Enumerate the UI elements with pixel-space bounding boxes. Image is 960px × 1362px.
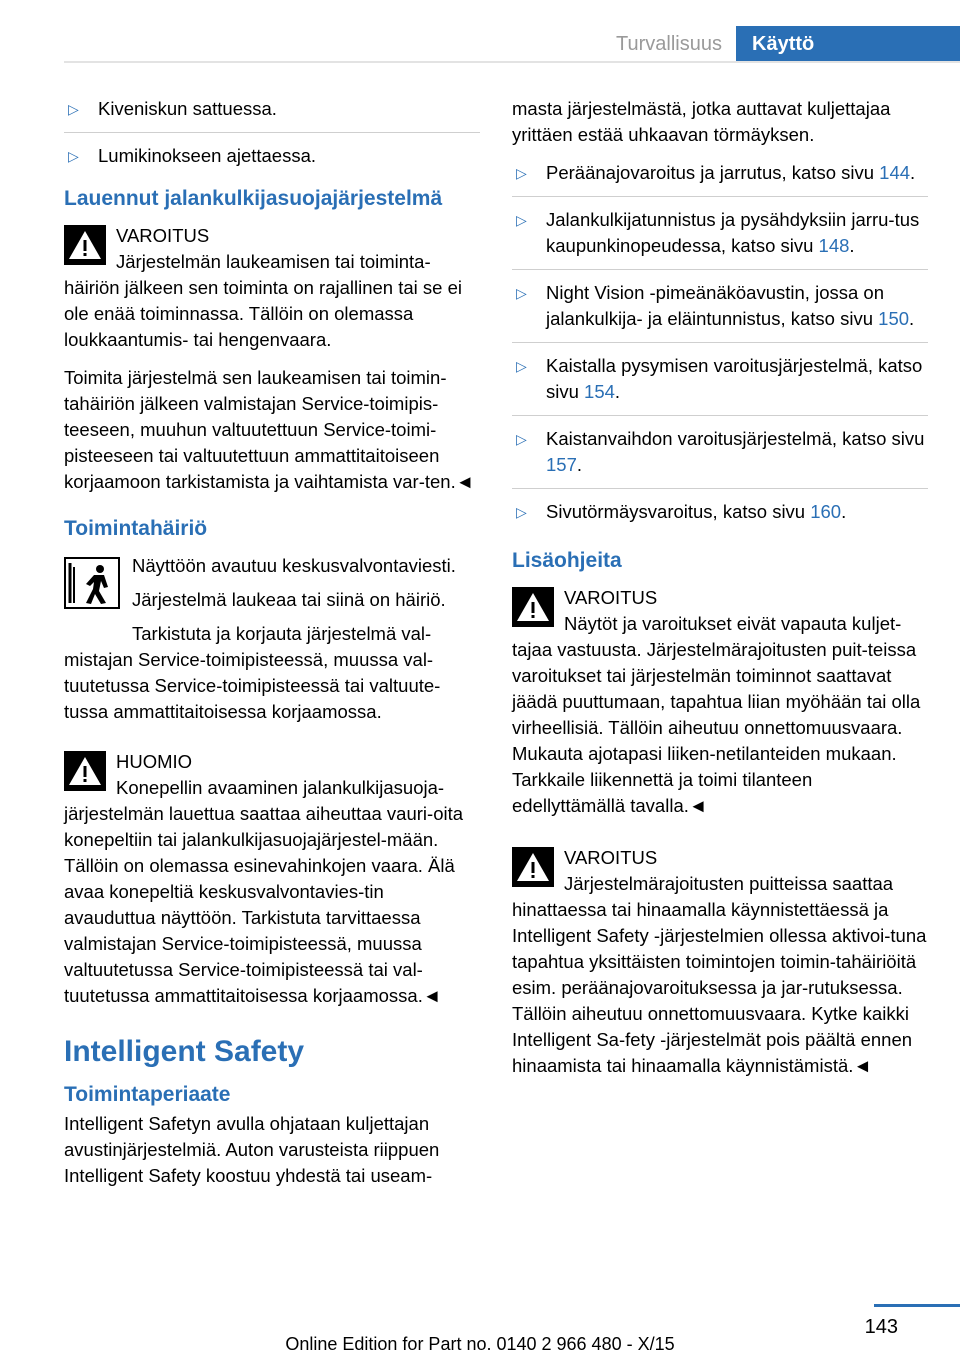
divider [512,488,928,489]
right-column [512,96,928,1091]
warning-text: Järjestelmärajoitusten puitteissa saattaa hinattaessa tai hinaamalla käynnistettäessä ja Intelligent Safety -järjestelmien ollessa aktivoi-tuna tapahtua yksittäisten toimintojen toimin-tahäiriöitä esim. peräänajovaroituksessa ja jar-rutuksessa. Tällöin aiheutuu onnettomuusvaara. Kytke kaikki Intelligent Sa-fety -järjestelmät pois päältä ennen hinaamista tai hinaamalla käynnistämistä.◄ [512,873,927,1076]
fault-line: Järjestelmä laukeaa tai siinä on häiriö. [132,589,446,610]
divider [64,132,480,133]
section-heading: Toimintaperiaate [64,1083,231,1106]
warning-triangle-icon [64,225,106,265]
chapter-heading: Intelligent Safety [64,1035,305,1068]
notice-block [64,749,480,775]
left-column [64,96,480,1201]
list-item: ▷ Sivutörmäysvaroitus, katso sivu 160. [512,499,928,525]
list-item: ▷ Jalankulkijatunnistus ja pysähdyksiin jarru-tus kaupunkinopeudessa, katso sivu 148. [516,209,920,256]
warning-block [64,223,480,249]
warning-title: VAROITUS [564,847,658,868]
warning-title: VAROITUS [116,225,210,246]
divider [512,269,928,270]
paragraph: masta järjestelmästä, jotka auttavat kuljettajaa yrittäen estää uhkaavan törmäyksen. [512,98,891,145]
page-link[interactable]: 154 [584,381,615,402]
divider [512,342,928,343]
list-item: ▷ Kaistanvaihdon varoitusjärjestelmä, katso sivu 157. [516,428,925,475]
warning-triangle-icon [512,847,554,887]
paragraph: Toimita järjestelmä sen laukeamisen tai toimin-tahäiriön jälkeen valmistajan Service-toimipis-teeseen, muuhun valtuutettuun Service-toimi-pisteeseen tai valtuutettuun ammattitaitoiseen korjaamoon tarkistamista ja vaihtamista var-ten.◄ [64,367,475,492]
bullet-triangle-icon: ▷ [68,101,79,117]
warning-triangle-icon [512,587,554,627]
bullet-triangle-icon: ▷ [516,358,527,374]
edition-footer: Online Edition for Part no. 0140 2 966 480 - X/15 [285,1334,675,1354]
page-link[interactable]: 148 [818,235,850,256]
list-item: ▷ Night Vision -pimeänäköavustin, jossa on jalankulkija- ja eläintunnistus, katso sivu 150. [516,282,915,329]
page-link[interactable]: 144 [879,162,911,183]
divider [512,415,928,416]
fault-block [64,553,480,725]
bullet-triangle-icon: ▷ [68,148,79,164]
warning-text: Näytöt ja varoitukset eivät vapauta kuljet-tajaa vastuusta. Järjestelmärajoitusten puit-teissa varoitukset tai järjestelmän toiminnot saattavat jäädä puuttumaan, tapahtua liian myöhään tai olla virheellisiä. Tällöin aiheutuu onnettomuusvaara. Mukauta ajotapasi liiken-netilanteiden mukaan. Tarkkaile liikennettä ja toimi tilanteen edellyttämällä tavalla.◄ [512,613,921,816]
page-link[interactable]: 160 [810,501,842,522]
divider [512,196,928,197]
header-tab-operation: Käyttö [736,26,960,62]
section-heading: Lisäohjeita [512,549,622,572]
bullet-triangle-icon: ▷ [516,504,527,520]
bullet-triangle-icon: ▷ [516,431,527,447]
list-item: ▷ Kiveniskun sattuessa. [64,96,480,122]
section-heading: Lauennut jalankulkijasuojajärjestelmä [64,187,443,210]
bullet-triangle-icon: ▷ [516,285,527,301]
pedestrian-protection-icon [64,557,120,609]
notice-title: HUOMIO [116,751,193,772]
warning-block [512,585,928,611]
fault-line: Näyttöön avautuu keskusvalvontaviesti. [132,555,456,576]
page-link[interactable]: 157 [546,454,577,475]
header-tab-safety: Turvallisuus [616,33,722,55]
list-item: ▷ Lumikinokseen ajettaessa. [64,143,480,169]
bullet-triangle-icon: ▷ [516,212,527,228]
bullet-triangle-icon: ▷ [516,165,527,181]
fault-text: Tarkistuta ja korjauta järjestelmä val-mistajan Service-toimipisteessä, muussa val-tuutetussa Service-toimipisteessä tai valtuute-tussa ammattitaitoisessa korjaamossa. [64,623,441,722]
page-number: 143 [864,1316,898,1338]
list-item: ▷ Peräänajovaroitus ja jarrutus, katso sivu 144. [512,160,928,186]
warning-title: VAROITUS [564,587,658,608]
list-item: ▷ Kaistalla pysymisen varoitusjärjestelmä, katso sivu 154. [516,355,923,402]
section-heading: Toimintahäiriö [64,517,208,540]
page-link[interactable]: 150 [878,308,910,329]
warning-triangle-icon [64,751,106,791]
warning-block [512,845,928,871]
warning-text: Järjestelmän laukeamisen tai toiminta-häiriön jälkeen sen toiminta on rajallinen tai se ei ole enää toiminnassa. Tällöin on olemassa loukkaantumis- tai hengenvaara. [64,251,462,350]
page-number-rule [874,1304,960,1307]
header-rule [64,61,960,63]
paragraph: Intelligent Safetyn avulla ohjataan kuljettajan avustinjärjestelmiä. Auton varusteista riippuen Intelligent Safety koostuu yhdestä tai useam- [64,1113,440,1186]
notice-text: Konepellin avaaminen jalankulkijasuoja-järjestelmän lauettua saattaa aiheuttaa vauri-oita konepeltiin tai jalankulkijasuojajärjestel-mään. Tällöin on olemassa esinevahinkojen vaara. Älä avaa konepeltiä keskusvalvontavies-tin avauduttua näyttöön. Tarkistuta tarvittaessa valmistajan Service-toimipisteessä, muussa valtuutetussa Service-toimipisteessä tai val-tuutetussa ammattitaitoisessa korjaamossa.◄ [64,777,464,1006]
